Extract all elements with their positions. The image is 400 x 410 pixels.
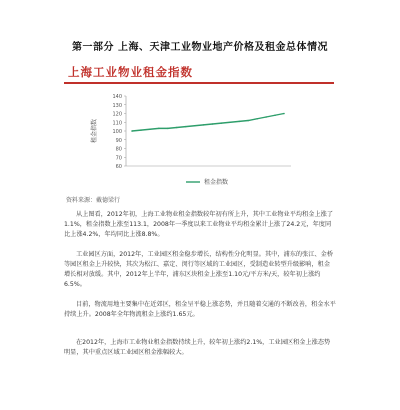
y-tick-label: 100 bbox=[112, 129, 122, 135]
data-point bbox=[185, 126, 187, 128]
data-point bbox=[221, 122, 223, 124]
y-tick-label: 70 bbox=[115, 155, 122, 162]
paragraph-4: 在2012年，上海市工业物业租金指数持续上升，较年初上涨约2.1%，工业园区租金上涨态势明显，其中重点区域工业园区租金涨幅较大。 bbox=[64, 339, 331, 356]
series-line bbox=[132, 114, 284, 132]
y-axis-label: 租金指数 bbox=[91, 118, 98, 144]
data-point bbox=[212, 123, 214, 125]
y-tick-label: 90 bbox=[115, 137, 122, 144]
rent-index-chart bbox=[86, 90, 306, 190]
data-point bbox=[176, 127, 178, 129]
y-tick-label: 120 bbox=[112, 111, 122, 118]
y-tick-label: 60 bbox=[115, 164, 122, 170]
y-tick-label: 110 bbox=[112, 120, 122, 127]
data-point bbox=[140, 129, 142, 131]
legend-label: 租金指数 bbox=[204, 179, 229, 186]
series-group bbox=[131, 113, 285, 132]
paragraph-1: 从上图看，2012年初，上海工业物业租金指数较年初有所上升，其中工业物业平均租金上涨了1.1%，租金指数上涨至113.1，2008年一季度以来工业物业平均租金累计上涨了24.2元，年度同比上涨4.2%，年均同比上涨8.8%。 bbox=[64, 211, 334, 238]
data-point bbox=[149, 128, 151, 130]
legend bbox=[186, 178, 228, 186]
y-tick-label: 130 bbox=[112, 102, 122, 109]
data-point bbox=[167, 128, 169, 130]
paragraph-2: 工业园区方面，2012年，工业园区租金稳步增长，结构性分化明显。其中，浦东的张江、金桥等园区租金上升较快，其次为松江、嘉定、闵行等区域的工业园区，受制造业转型升级影响，租金增长相对放缓。其中，2012年上半年，浦东区块租金上涨至1.10元/平方米/天，较年初上涨约6.5%。 bbox=[64, 251, 334, 288]
data-point bbox=[230, 121, 232, 123]
data-point bbox=[131, 130, 133, 132]
paragraph-3: 目前，物流用地主要集中在近郊区，租金呈平稳上涨态势，并且随着交通的不断改善，租金水平持续上升。2008年全年物流租金上涨约1.65元。 bbox=[64, 301, 336, 318]
title-rule bbox=[64, 82, 334, 84]
data-point bbox=[265, 116, 267, 118]
data-point bbox=[194, 125, 196, 127]
section-heading: 第一部分 上海、天津工业物业地产价格及租金总体情况 bbox=[72, 42, 328, 53]
chart-title: 上海工业物业租金指数 bbox=[68, 65, 193, 79]
y-tick-label: 140 bbox=[112, 94, 122, 100]
data-point bbox=[274, 114, 276, 116]
data-point bbox=[158, 128, 160, 130]
source-note: 资料来源：戴德梁行 bbox=[66, 197, 121, 204]
data-point bbox=[203, 124, 205, 126]
data-point bbox=[283, 113, 285, 115]
y-tick-labels bbox=[112, 94, 126, 170]
y-tick-label: 80 bbox=[115, 146, 122, 153]
data-point bbox=[247, 120, 249, 122]
data-point bbox=[238, 121, 240, 123]
data-point bbox=[256, 118, 258, 120]
